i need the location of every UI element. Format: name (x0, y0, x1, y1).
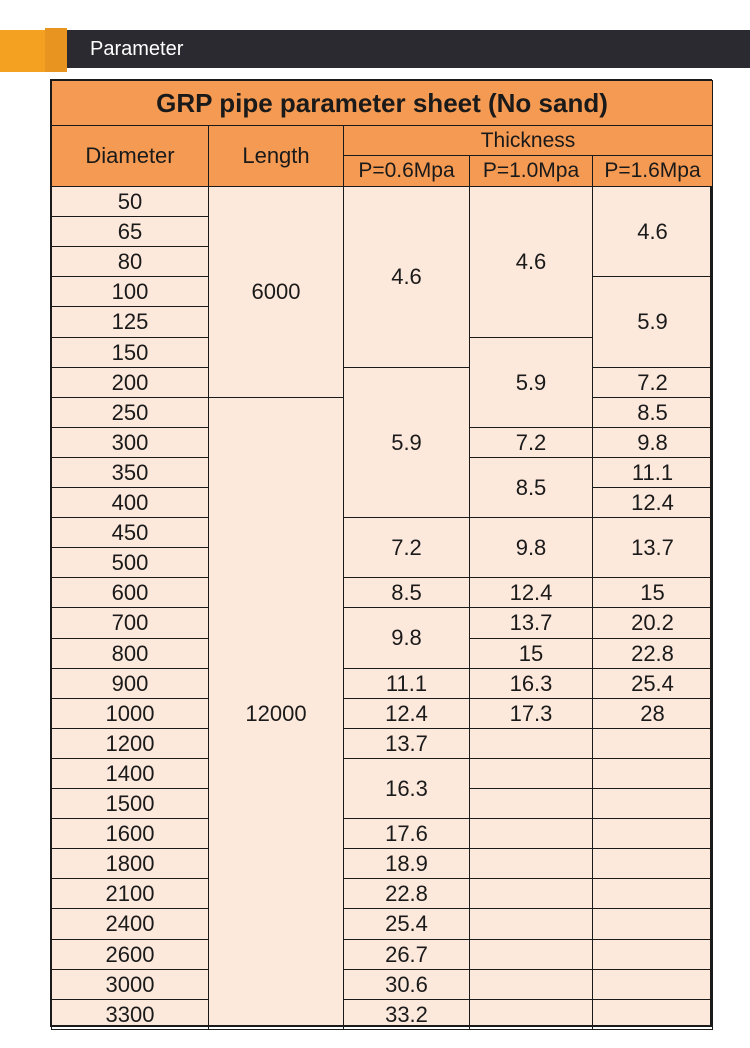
thickness-cell-p16: 7.2 (592, 367, 713, 398)
thickness-cell-p10: 9.8 (469, 517, 593, 578)
thickness-cell-p10: 12.4 (469, 577, 593, 608)
banner-label: Parameter (90, 38, 184, 60)
diameter-cell: 2100 (51, 878, 209, 909)
header-p06: P=0.6Mpa (343, 155, 470, 187)
thickness-cell-p10 (469, 758, 593, 789)
diameter-cell: 200 (51, 367, 209, 398)
thickness-cell-p16: 5.9 (592, 276, 713, 368)
thickness-cell-p10: 15 (469, 638, 593, 669)
thickness-cell-p06: 16.3 (343, 758, 470, 819)
header-p10: P=1.0Mpa (469, 155, 593, 187)
diameter-cell: 150 (51, 337, 209, 368)
diameter-cell: 450 (51, 517, 209, 548)
diameter-cell: 3000 (51, 969, 209, 1000)
thickness-cell-p10 (469, 969, 593, 1000)
diameter-cell: 2600 (51, 939, 209, 970)
banner-accent (0, 30, 50, 72)
thickness-cell-p16: 8.5 (592, 397, 713, 428)
thickness-cell-p10 (469, 908, 593, 940)
thickness-cell-p06: 11.1 (343, 668, 470, 699)
thickness-cell-p06: 4.6 (343, 186, 470, 368)
thickness-cell-p06: 18.9 (343, 848, 470, 879)
thickness-cell-p16 (592, 818, 713, 849)
thickness-cell-p16 (592, 878, 713, 909)
header-length: Length (208, 125, 344, 187)
diameter-cell: 65 (51, 216, 209, 247)
banner-accent-fold (45, 28, 67, 72)
thickness-cell-p16: 28 (592, 698, 713, 729)
diameter-cell: 1500 (51, 788, 209, 819)
length-cell: 6000 (208, 186, 344, 398)
diameter-cell: 1400 (51, 758, 209, 789)
thickness-cell-p10: 7.2 (469, 427, 593, 458)
length-cell: 12000 (208, 397, 344, 1030)
diameter-cell: 350 (51, 457, 209, 488)
thickness-cell-p10: 4.6 (469, 186, 593, 338)
diameter-cell: 1000 (51, 698, 209, 729)
thickness-cell-p10 (469, 788, 593, 819)
thickness-cell-p16: 11.1 (592, 457, 713, 488)
thickness-cell-p10: 17.3 (469, 698, 593, 729)
thickness-cell-p10 (469, 939, 593, 970)
diameter-cell: 1800 (51, 848, 209, 879)
thickness-cell-p06: 7.2 (343, 517, 470, 578)
thickness-cell-p10: 8.5 (469, 457, 593, 518)
thickness-cell-p16 (592, 969, 713, 1000)
header-diameter: Diameter (51, 125, 209, 187)
diameter-cell: 1600 (51, 818, 209, 849)
thickness-cell-p06: 8.5 (343, 577, 470, 608)
thickness-cell-p16: 4.6 (592, 186, 713, 277)
thickness-cell-p10 (469, 848, 593, 879)
diameter-cell: 700 (51, 607, 209, 639)
thickness-cell-p16 (592, 728, 713, 759)
diameter-cell: 300 (51, 427, 209, 458)
thickness-cell-p10: 5.9 (469, 337, 593, 428)
section-banner (0, 30, 750, 68)
diameter-cell: 400 (51, 487, 209, 518)
thickness-cell-p10: 13.7 (469, 607, 593, 639)
thickness-cell-p06: 33.2 (343, 999, 470, 1030)
diameter-cell: 2400 (51, 908, 209, 940)
header-thickness: Thickness (343, 125, 713, 156)
diameter-cell: 900 (51, 668, 209, 699)
thickness-cell-p10 (469, 728, 593, 759)
thickness-cell-p06: 26.7 (343, 939, 470, 970)
diameter-cell: 80 (51, 246, 209, 277)
thickness-cell-p10: 16.3 (469, 668, 593, 699)
thickness-cell-p06: 17.6 (343, 818, 470, 849)
thickness-cell-p16 (592, 999, 713, 1030)
thickness-cell-p16: 25.4 (592, 668, 713, 699)
thickness-cell-p10 (469, 999, 593, 1030)
diameter-cell: 250 (51, 397, 209, 428)
thickness-cell-p16 (592, 848, 713, 879)
thickness-cell-p16: 15 (592, 577, 713, 608)
parameter-table (50, 79, 712, 1027)
diameter-cell: 50 (51, 186, 209, 217)
thickness-cell-p06: 9.8 (343, 607, 470, 669)
thickness-cell-p10 (469, 818, 593, 849)
diameter-cell: 100 (51, 276, 209, 307)
thickness-cell-p16 (592, 788, 713, 819)
diameter-cell: 1200 (51, 728, 209, 759)
diameter-cell: 125 (51, 306, 209, 338)
diameter-cell: 500 (51, 547, 209, 578)
thickness-cell-p16 (592, 758, 713, 789)
diameter-cell: 3300 (51, 999, 209, 1030)
diameter-cell: 800 (51, 638, 209, 669)
thickness-cell-p16 (592, 908, 713, 940)
thickness-cell-p10 (469, 878, 593, 909)
thickness-cell-p06: 5.9 (343, 367, 470, 518)
thickness-cell-p16: 13.7 (592, 517, 713, 578)
table-title: GRP pipe parameter sheet (No sand) (51, 80, 713, 126)
diameter-cell: 600 (51, 577, 209, 608)
thickness-cell-p06: 25.4 (343, 908, 470, 940)
thickness-cell-p16: 22.8 (592, 638, 713, 669)
thickness-cell-p16: 20.2 (592, 607, 713, 639)
thickness-cell-p06: 13.7 (343, 728, 470, 759)
thickness-cell-p06: 30.6 (343, 969, 470, 1000)
thickness-cell-p16 (592, 939, 713, 970)
thickness-cell-p06: 12.4 (343, 698, 470, 729)
thickness-cell-p16: 9.8 (592, 427, 713, 458)
header-p16: P=1.6Mpa (592, 155, 713, 187)
thickness-cell-p06: 22.8 (343, 878, 470, 909)
thickness-cell-p16: 12.4 (592, 487, 713, 518)
